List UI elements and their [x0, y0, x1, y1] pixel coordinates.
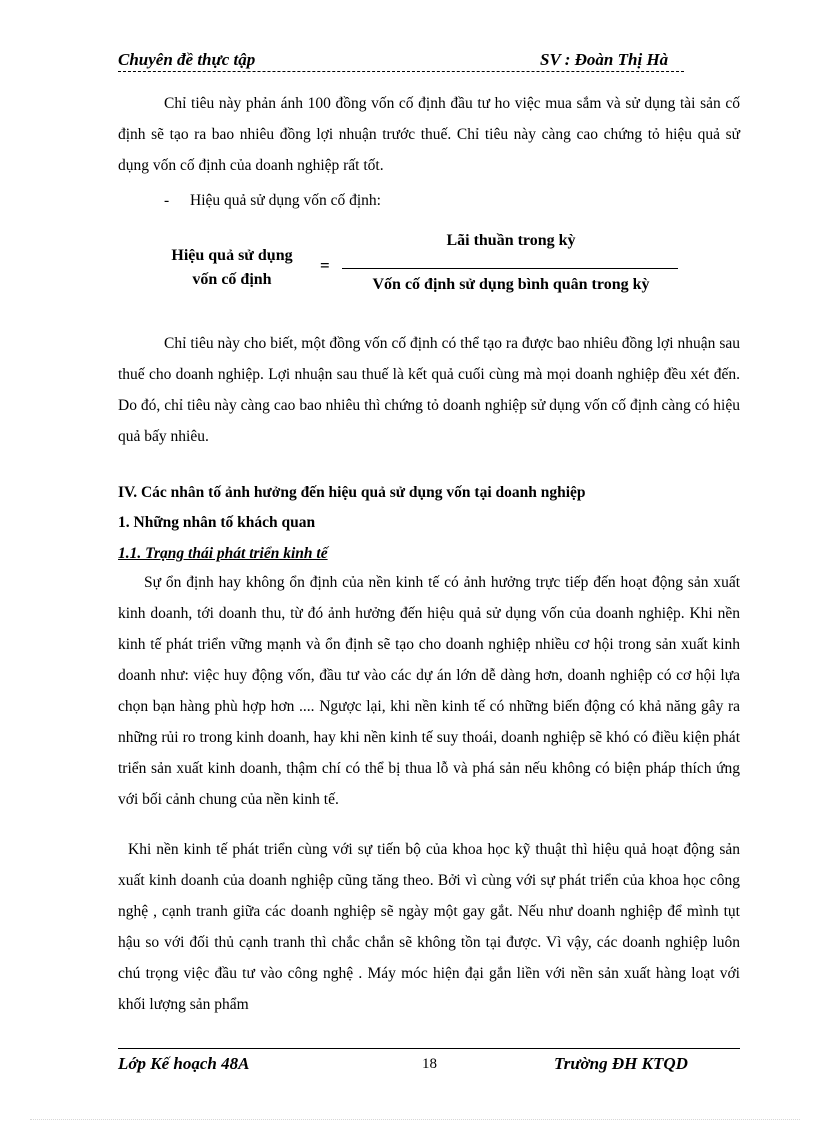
- formula-label-line1: Hiệu quả sử dụng: [171, 247, 293, 264]
- bullet-fixed-capital-efficiency: [164, 185, 381, 216]
- paragraph-technology-progress: Khi nền kinh tế phát triển cùng với sự tiến bộ của khoa học kỹ thuật thì hiệu quả hoạt động sản xuất kinh doanh của doanh nghiệp cũng tăng theo. Bởi vì cùng với sự phát triển của khoa học công nghệ , cạnh tranh giữa các doanh nghiệp sẽ ngày một gay gắt. Nếu như doanh nghiệp để mình tụt hậu so với đối thủ cạnh tranh thì chắc chắn sẽ không tồn tại được. Vì vậy, các doanh nghiệp luôn chú trọng việc đầu tư vào công nghệ . Máy móc hiện đại gắn liền với nền sản xuất hàng loạt với khối lượng sản phẩm: [118, 841, 740, 1013]
- formula-label: [150, 244, 314, 292]
- footer-university: Trường ĐH KTQD: [554, 1054, 688, 1073]
- heading-economic-development: 1.1. Trạng thái phát triển kinh tế: [118, 545, 328, 562]
- page-edge: [30, 1119, 800, 1120]
- paragraph-roa-fixed-capital: Chỉ tiêu này phản ánh 100 đồng vốn cố định đầu tư ho việc mua sắm và sử dụng tài sản cố định sẽ tạo ra bao nhiêu đồng lợi nhuận trước thuế. Chỉ tiêu này càng cao chứng tỏ hiệu quả sử dụng vốn cố định của doanh nghiệp rất tốt.: [118, 95, 740, 174]
- formula-numerator: Lãi thuần trong kỳ: [446, 232, 576, 249]
- formula-fraction-line: [342, 268, 678, 269]
- bullet-text: Hiệu quả sử dụng vốn cố định:: [190, 192, 381, 209]
- header-divider: [118, 71, 684, 72]
- header-course-title: Chuyên đề thực tập: [118, 50, 256, 69]
- page-number: 18: [422, 1056, 437, 1072]
- paragraph-fixed-capital-explanation: Chỉ tiêu này cho biết, một đồng vốn cố định có thể tạo ra được bao nhiêu đồng lợi nhuận sau thuế cho doanh nghiệp. Lợi nhuận sau thuế là kết quả cuối cùng mà mọi doanh nghiệp đều xét đến. Do đó, chỉ tiêu này càng cao bao nhiêu thì chứng tỏ doanh nghiệp sử dụng vốn cố định càng có hiệu quả bấy nhiêu.: [118, 335, 740, 445]
- footer-divider: [118, 1048, 740, 1049]
- formula-label-line2: vốn cố định: [192, 271, 272, 288]
- header-student-name: SV : Đoàn Thị Hà: [540, 50, 669, 69]
- formula-equals: =: [320, 256, 330, 275]
- bullet-dash: -: [164, 192, 170, 209]
- footer-class-name: Lớp Kế hoạch 48A: [118, 1054, 250, 1073]
- page-header: [118, 48, 712, 72]
- heading-section-iv: IV. Các nhân tố ảnh hưởng đến hiệu quả sử dụng vốn tại doanh nghiệp: [118, 484, 586, 501]
- formula-denominator: Vốn cố định sử dụng bình quân trong kỳ: [372, 276, 650, 293]
- heading-objective-factors: 1. Những nhân tố khách quan: [118, 514, 316, 531]
- paragraph-economic-stability: Sự ổn định hay không ổn định của nền kinh tế có ảnh hưởng trực tiếp đến hoạt động sản xuất kinh doanh, tới doanh thu, từ đó ảnh hưởng đến hiệu quả sử dụng vốn của doanh nghiệp. Khi nền kinh tế phát triển vững mạnh và ổn định sẽ tạo cho doanh nghiệp nhiều cơ hội trong sản xuất kinh doanh như: việc huy động vốn, đầu tư vào các dự án lớn dễ dàng hơn, doanh nghiệp có cơ hội lựa chọn bạn hàng phù hợp hơn .... Ngược lại, khi nền kinh tế có những biến động có khả năng gây ra những rủi ro trong kinh doanh, hay khi nền kinh tế suy thoái, doanh nghiệp sẽ khó có điều kiện phát triển sản xuất kinh doanh, thậm chí có thể bị thua lỗ và phá sản nếu không có biện pháp thích ứng với bối cảnh chung của nền kinh tế.: [118, 574, 740, 808]
